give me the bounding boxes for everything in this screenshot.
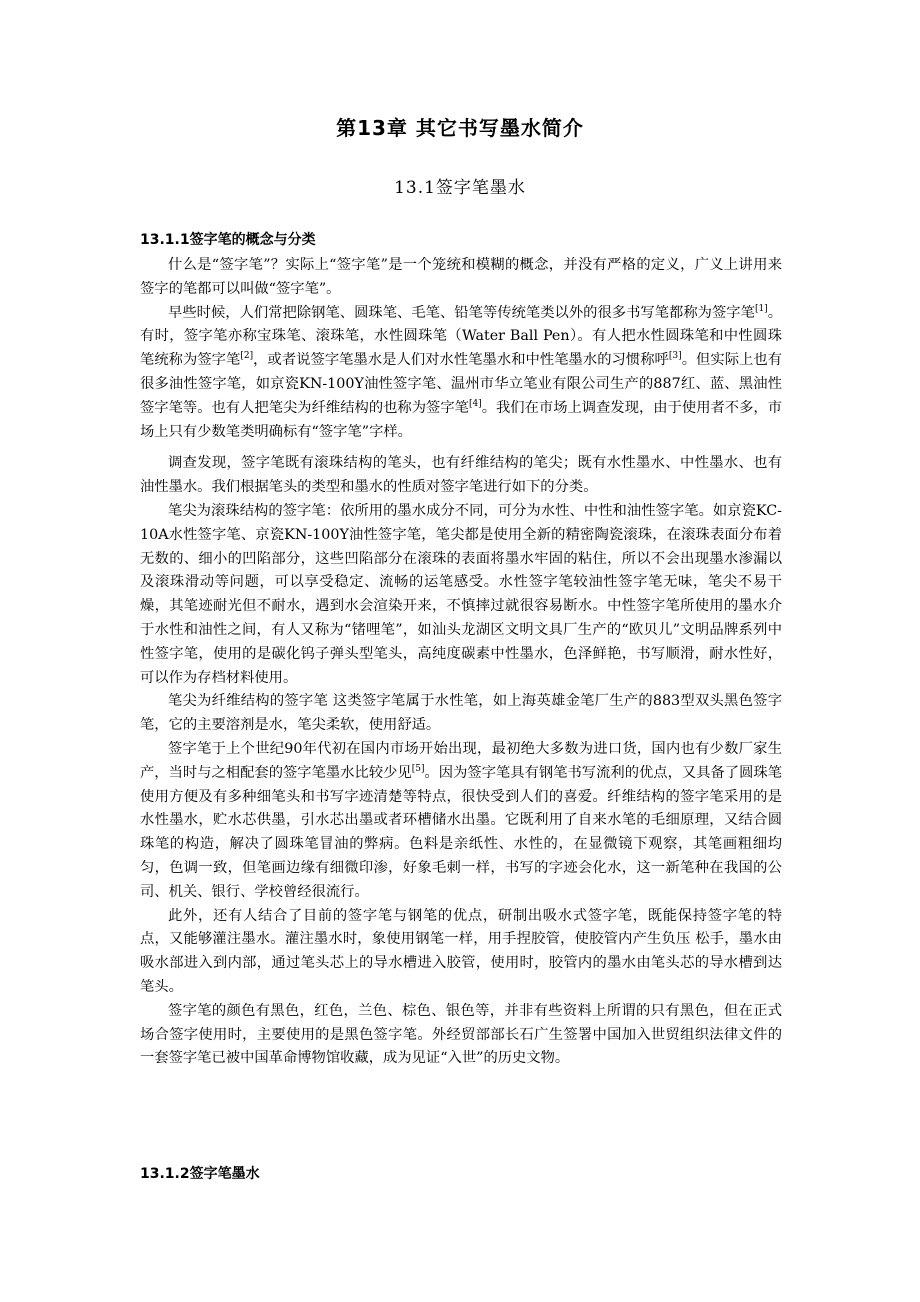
paragraph-4: 笔尖为滚珠结构的签字笔：依所用的墨水成分不同，可分为水性、中性和油性签字笔。如京瓷KC-10A水性签字笔、京瓷KN-100Y油性签字笔，笔尖都是使用全新的精密陶瓷滚珠，在滚珠表面分布着无数的、细小的凹陷部分，这些凹陷部分在滚珠的表面将墨水牢固的粘住，所以不会出现墨水渗漏以及滚珠滑动等问题，可以享受稳定、流畅的运笔感受。水性签字笔较油性签字笔无味，笔尖不易干燥，其笔迹耐光但不耐水，遇到水会渲染开来，不慎摔过就很容易断水。中性签字笔所使用的墨水介于水性和油性之间，有人又称为“锗哩笔”，如汕头龙湖区文明文具厂生产的“欧贝儿”文明品牌系列中性签字笔，使用的是碳化钨子弹头型笔头，高纯度碳素中性墨水，色泽鲜艳，书写顺滑，耐水性好，可以作为存档材料使用。 <box>140 502 782 686</box>
paragraph-2 <box>140 302 782 445</box>
paragraph-1: 什么是“签字笔”？实际上“签字笔”是一个笼统和模糊的概念，并没有严格的定义，广义上讲用来签字的笔都可以叫做“签字笔”。 <box>140 257 782 297</box>
citation-ref-4[interactable]: [4] <box>468 399 482 410</box>
paragraph-2-text-c: ，或者说签字笔墨水是人们对水性笔墨水和中性笔墨水的习惯称呼 <box>253 352 669 369</box>
paragraph-2-text-e: 。我们在市场上调查发现，由于使用者不多，市场上只有少数笔类明确标有“签字笔”字样。 <box>140 399 783 440</box>
paragraph-2-text-a: 早些时候，人们常把除钢笔、圆珠笔、毛笔、铅笔等传统笔类以外的很多书写笔都称为签字笔 <box>168 304 755 321</box>
paragraph-6-text-a: 签字笔于上个世纪90年代初在国内市场开始出现，最初绝大多数为进口货，国内也有少数厂家生产，当时与之相配套的签字笔墨水比较少见 <box>140 740 782 781</box>
citation-ref-3[interactable]: [3] <box>668 351 682 362</box>
paragraph-7: 此外，还有人结合了目前的签字笔与钢笔的优点，研制出吸水式签字笔，既能保持签字笔的特点，又能够灌注墨水。灌注墨水时，象使用钢笔一样，用手捏胶管，使胶管内产生负压 松手，墨水由吸水部进入到内部，通过笔头芯上的导水槽进入胶管，使用时，胶管内的墨水由笔头芯的导水槽到达笔头。 <box>140 907 782 995</box>
citation-ref-2[interactable]: [2] <box>240 351 254 362</box>
citation-ref-5[interactable]: [5] <box>411 763 425 774</box>
section-title: 13.1签字笔墨水 <box>394 178 526 198</box>
subsection-title-1: 13.1.1签字笔的概念与分类 <box>140 232 316 248</box>
citation-ref-1[interactable]: [1] <box>754 303 768 314</box>
paragraph-6 <box>140 738 782 905</box>
paragraph-6-text-b: 。因为签字笔具有钢笔书写流利的优点，又具备了圆珠笔使用方便及有多种细笔头和书写字迹清楚等特点，很快受到人们的喜爱。纤维结构的签字笔采用的是水性墨水，贮水芯供墨，引水芯出墨或者环槽储水出墨。它既利用了自来水笔的毛细原理，又结合圆珠笔的构造，解决了圆珠笔冒油的弊病。色料是亲纸性、水性的，在显微镜下观察，其笔画粗细均匀，色调一致，但笔画边缘有细微印渗，好象毛刺一样，书写的字迹会化水，这一新笔种在我国的公司、机关、银行、学校曾经很流行。 <box>140 764 783 900</box>
paragraph-5: 笔尖为纤维结构的签字笔 这类签字笔属于水性笔，如上海英雄金笔厂生产的883型双头黑色签字笔，它的主要溶剂是水，笔尖柔软，使用舒适。 <box>140 693 782 734</box>
paragraph-3: 调查发现，签字笔既有滚珠结构的笔头，也有纤维结构的笔尖；既有水性墨水、中性墨水、也有油性墨水。我们根据笔头的类型和墨水的性质对签字笔进行如下的分类。 <box>140 455 782 496</box>
paragraph-2-text-b: 。有时，签字笔亦称宝珠笔、滚珠笔，水性圆珠笔（Water Ball Pen）。有人把水性圆珠笔和中性圆珠笔统称为签字笔 <box>140 304 783 369</box>
subsection-title-2: 13.1.2签字笔墨水 <box>140 1166 260 1182</box>
body-text <box>140 254 782 1071</box>
paragraph-8: 签字笔的颜色有黑色，红色，兰色、棕色、银色等，并非有些资料上所谓的只有黑色，但在正式场合签字使用时，主要使用的是黑色签字笔。外经贸部部长石广生签署中国加入世贸组织法律文件的一套签字笔已被中国革命博物馆收藏，成为见证“入世”的历史文物。 <box>140 1002 782 1067</box>
paragraph-2-text-d: 。但实际上也有很多油性签字笔，如京瓷KN-100Y油性签字笔、温州市华立笔业有限公司生产的887红、蓝、黑油性签字笔等。也有人把笔尖为纤维结构的也称为签字笔 <box>140 352 783 416</box>
chapter-title: 第13章 其它书写墨水简介 <box>336 116 584 140</box>
